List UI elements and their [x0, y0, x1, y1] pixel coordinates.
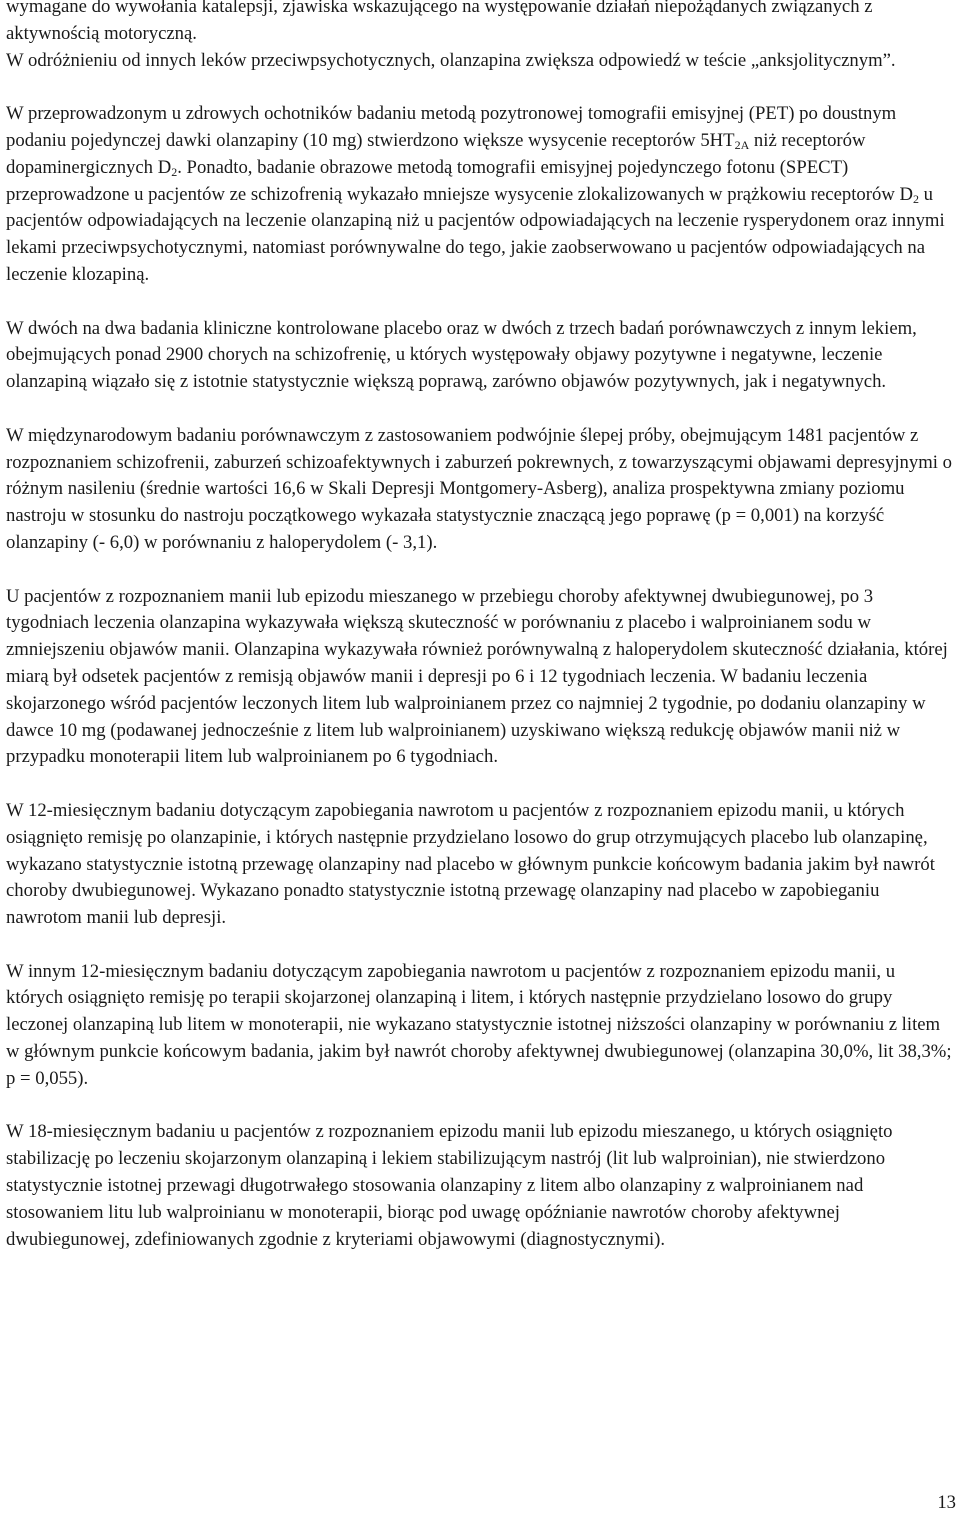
document-page — [6, 0, 956, 1280]
paragraph-mania-treatment — [6, 584, 956, 772]
paragraph-schizophrenia-trials — [6, 316, 956, 396]
paragraph-12-month-combined-study — [6, 959, 956, 1093]
paragraph-text: W międzynarodowym badaniu porównawczym z zastosowaniem podwójnie ślepej próby, obejmującym 1481 pacjentów z rozpoznaniem schizofrenii, zaburzeń schizoafektywnych i zaburzeń pokrewnych, z towarzyszącymi objawami depresyjnymi o różnym nasileniu (średnie wartości 16,6 w Skali Depresji Montgomery-Asberg), analiza prospektywna zmiany poziomu nastroju w stosunku do nastroju początkowego wykazała statystycznie znaczącą jego poprawę (p = 0,001) na korzyść olanzapiny (- 6,0) w porównaniu z haloperydolem (- 3,1). — [6, 424, 952, 553]
paragraph-text: W 18-miesięcznym badaniu u pacjentów z rozpoznaniem epizodu manii lub epizodu mieszanego, u których osiągnięto stabilizację po leczeniu skojarzonym olanzapiną i lekiem stabilizującym nastrój (lit lub walproinian), nie stwierdzono statystycznie istotnej przewagi długotrwałego stosowania olanzapiny z litem albo olanzapiny z walproinianem nad stosowaniem litu lub walproinianu w monoterapii, biorąc pod uwagę opóźnianie nawrotów choroby afektywnej dwubiegunowej, zdefiniowanych zgodnie z kryteriami objawowymi (diagnostycznymi). — [6, 1121, 893, 1250]
paragraph-text: wymagane do wywołania katalepsji, zjawiska wskazującego na występowanie działań niepożądanych związanych z aktywnością motoryczną. W odróżnieniu od innych leków przeciwpsychotycznych, olanzapina zwiększa odpowiedź w teście „anksjolitycznym”. — [6, 0, 896, 71]
paragraph-text: U pacjentów z rozpoznaniem manii lub epizodu mieszanego w przebiegu choroby afektywnej dwubiegunowej, po 3 tygodniach leczenia olanzapina wykazywała większą skuteczność w porównaniu z placebo i walproinianem sodu w zmniejszeniu objawów manii. Olanzapina wykazywała również porównywalną z haloperydolem skuteczność działania, której miarą był odsetek pacjentów z remisją objawów manii i depresji po 6 i 12 tygodniach leczenia. W badaniu leczenia skojarzonego wśród pacjentów leczonych litem lub walproinianem przez co najmniej 2 tygodnie, po dodaniu olanzapiny w dawce 10 mg (podawanej jednocześnie z litem lub walproinianem) uzyskiwano większą redukcję objawów manii niż w przypadku monoterapii litem lub walproinianem po 6 tygodniach. — [6, 585, 948, 768]
paragraph-text: niż receptorów dopaminergicznych D — [6, 129, 866, 178]
paragraph-continuation — [6, 0, 956, 74]
subscript: 2A — [734, 137, 750, 152]
paragraph-text: W 12-miesięcznym badaniu dotyczącym zapobiegania nawrotom u pacjentów z rozpoznaniem epizodu manii, u których osiągnięto remisję po olanzapinie, i których następnie przydzielano losowo do grup otrzymujących placebo lub olanzapinę, wykazano statystycznie istotną przewagę olanzapiny nad placebo w głównym punkcie końcowym badania jakim był nawrót choroby dwubiegunowej. Wykazano ponadto statystycznie istotną przewagę olanzapiny nad placebo w zapobieganiu nawrotom manii lub depresji. — [6, 799, 935, 929]
page-number: 13 — [937, 1492, 956, 1513]
paragraph-text: W innym 12-miesięcznym badaniu dotyczącym zapobiegania nawrotom u pacjentów z rozpoznaniem epizodu manii, u których osiągnięto remisję po terapii skojarzonej olanzapiną i litem, i których następnie przydzielano losowo do grupy leczonej olanzapiną lub litem w monoterapii, nie wykazano statystycznie istotnej niższości olanzapiny w porównaniu z litem w głównym punkcie końcowym badania, jakim był nawrót choroby afektywnej dwubiegunowej (olanzapina 30,0%, lit 38,3%; p = 0,055). — [6, 960, 952, 1089]
paragraph-text: . Ponadto, badanie obrazowe metodą tomografii emisyjnej pojedynczego fotonu (SPECT) przeprowadzone u pacjentów ze schizofrenią wykazało mniejsze wysycenie zlokalizowanych w prążkowiu receptorów D — [6, 156, 913, 205]
paragraph-pet-study — [6, 101, 956, 289]
paragraph-text: u pacjentów odpowiadających na leczenie olanzapiną niż u pacjentów odpowiadających na leczenie rysperydonem oraz innymi lekami przeciwpsychotycznymi, natomiast porównywalne do tego, jakie zaobserwowano u pacjentów odpowiadających na leczenie klozapiną. — [6, 183, 945, 285]
paragraph-text: W przeprowadzonym u zdrowych ochotników badaniu metodą pozytronowej tomografii emisyjnej (PET) po doustnym podaniu pojedynczej dawki olanzapiny (10 mg) stwierdzono większe wysycenie receptorów 5HT — [6, 103, 897, 151]
subscript: 2 — [913, 191, 919, 206]
paragraph-12-month-study — [6, 798, 956, 932]
paragraph-international-study — [6, 423, 956, 557]
subscript: 2 — [171, 164, 178, 179]
paragraph-18-month-study — [6, 1119, 956, 1253]
paragraph-text: W dwóch na dwa badania kliniczne kontrolowane placebo oraz w dwóch z trzech badań porównawczych z innym lekiem, obejmujących ponad 2900 chorych na schizofrenię, u których występowały objawy pozytywne i negatywne, leczenie olanzapiną wiązało się z istotnie statystycznie większą poprawą, zarówno objawów pozytywnych, jak i negatywnych. — [6, 317, 917, 393]
